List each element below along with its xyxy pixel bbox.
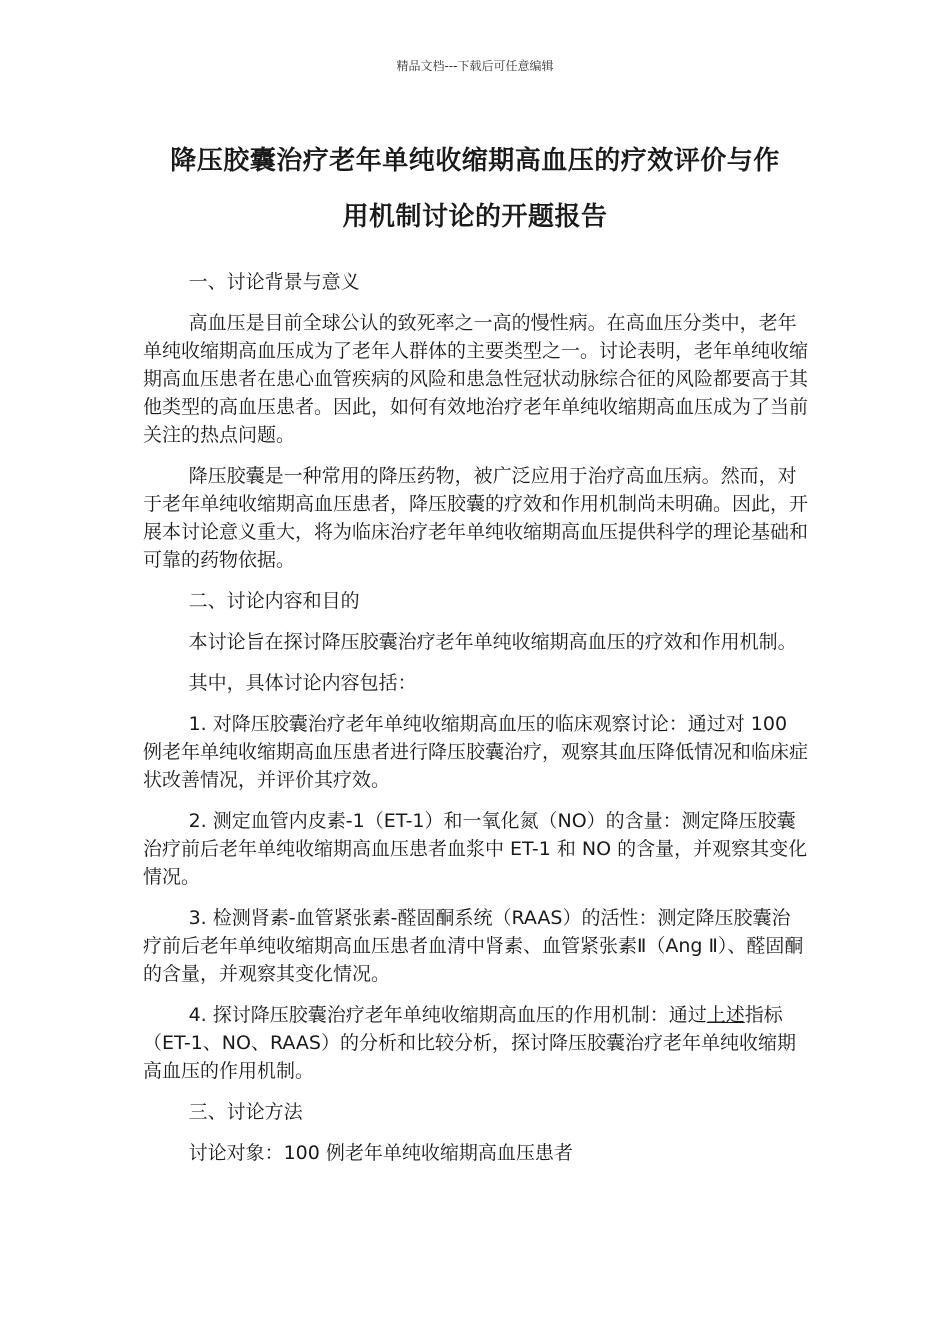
paragraph: 讨论对象：100 例老年单纯收缩期高血压患者 [188,1142,573,1164]
title-line-1: 降压胶囊治疗老年单纯收缩期高血压的疗效评价与作 [170,146,780,176]
list-item-text: 指标（ET-1、NO、RAAS）的分析和比较分析，探讨降压胶囊治疗老年单纯收缩期高血压的作用机制。 [143,1004,796,1082]
page-header: 精品文档---下载后可任意编辑 [396,59,554,73]
list-item: 1. 对降压胶囊治疗老年单纯收缩期高血压的临床观察讨论：通过对 100 例老年单纯收缩期高血压患者进行降压胶囊治疗，观察其血压降低情况和临床症状改善情况，并评价其疗效。 [143,713,809,791]
list-item: 2. 测定血管内皮素-1（ET-1）和一氧化氮（NO）的含量：测定降压胶囊治疗前后老年单纯收缩期高血压患者血浆中 ET-1 和 NO 的含量，并观察其变化情况。 [143,810,808,888]
list-item: 3. 检测肾素-血管紧张素-醛固酮系统（RAAS）的活性：测定降压胶囊治疗前后老年单纯收缩期高血压患者血清中肾素、血管紧张素Ⅱ（Ang Ⅱ）、醛固酮的含量，并观察其变化情况。 [143,907,804,985]
list-item-text: 4. 探讨降压胶囊治疗老年单纯收缩期高血压的作用机制：通过 [188,1004,707,1026]
paragraph: 本讨论旨在探讨降压胶囊治疗老年单纯收缩期高血压的疗效和作用机制。 [188,631,797,653]
paragraph: 高血压是目前全球公认的致死率之一高的慢性病。在高血压分类中，老年单纯收缩期高血压成为了老年人群体的主要类型之一。讨论表明，老年单纯收缩期高血压患者在患心血管疾病的风险和患急性冠状动脉综合征的风险都要高于其他类型的高血压患者。因此，如何有效地治疗老年单纯收缩期高血压成为了当前关注的热点问题。 [143,312,809,446]
title-line-2: 用机制讨论的开题报告 [342,202,608,232]
section-heading-methods: 三、讨论方法 [188,1101,303,1123]
paragraph: 其中，具体讨论内容包括： [188,672,417,694]
list-item [143,1001,808,1085]
paragraph: 降压胶囊是一种常用的降压药物，被广泛应用于治疗高血压病。然而，对于老年单纯收缩期高血压患者，降压胶囊的疗效和作用机制尚未明确。因此，开展本讨论意义重大，将为临床治疗老年单纯收缩期高血压提供科学的理论基础和可靠的药物依据。 [143,465,809,571]
section-heading-background: 一、讨论背景与意义 [188,271,360,293]
section-heading-content: 二、讨论内容和目的 [188,590,360,612]
document-body [143,268,808,1180]
document-title [130,133,820,245]
underlined-text: 上述 [706,1004,745,1026]
